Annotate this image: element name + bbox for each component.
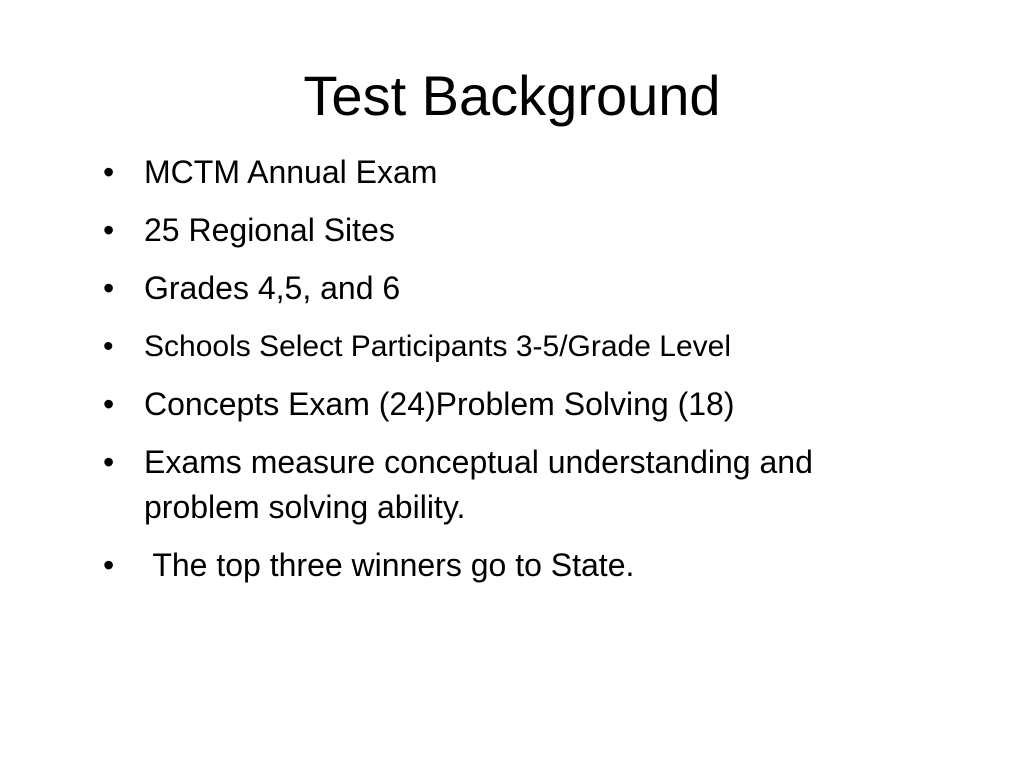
- bullet-item-exams-measure: • Exams measure conceptual understanding and problem solving ability.: [100, 440, 920, 530]
- bullet-item-regional-sites: • 25 Regional Sites: [100, 208, 920, 253]
- bullet-list: [100, 150, 920, 601]
- bullet-item-top-three-winners: • The top three winners go to State.: [100, 543, 920, 588]
- bullet-item-mctm-annual-exam: • MCTM Annual Exam: [100, 150, 920, 195]
- slide-title: Test Background: [303, 64, 721, 127]
- bullet-item-schools-select-participants: • Schools Select Participants 3-5/Grade Level: [100, 324, 920, 369]
- bullet-item-grades: • Grades 4,5, and 6: [100, 266, 920, 311]
- bullet-item-concepts-exam: • Concepts Exam (24)Problem Solving (18): [100, 382, 920, 427]
